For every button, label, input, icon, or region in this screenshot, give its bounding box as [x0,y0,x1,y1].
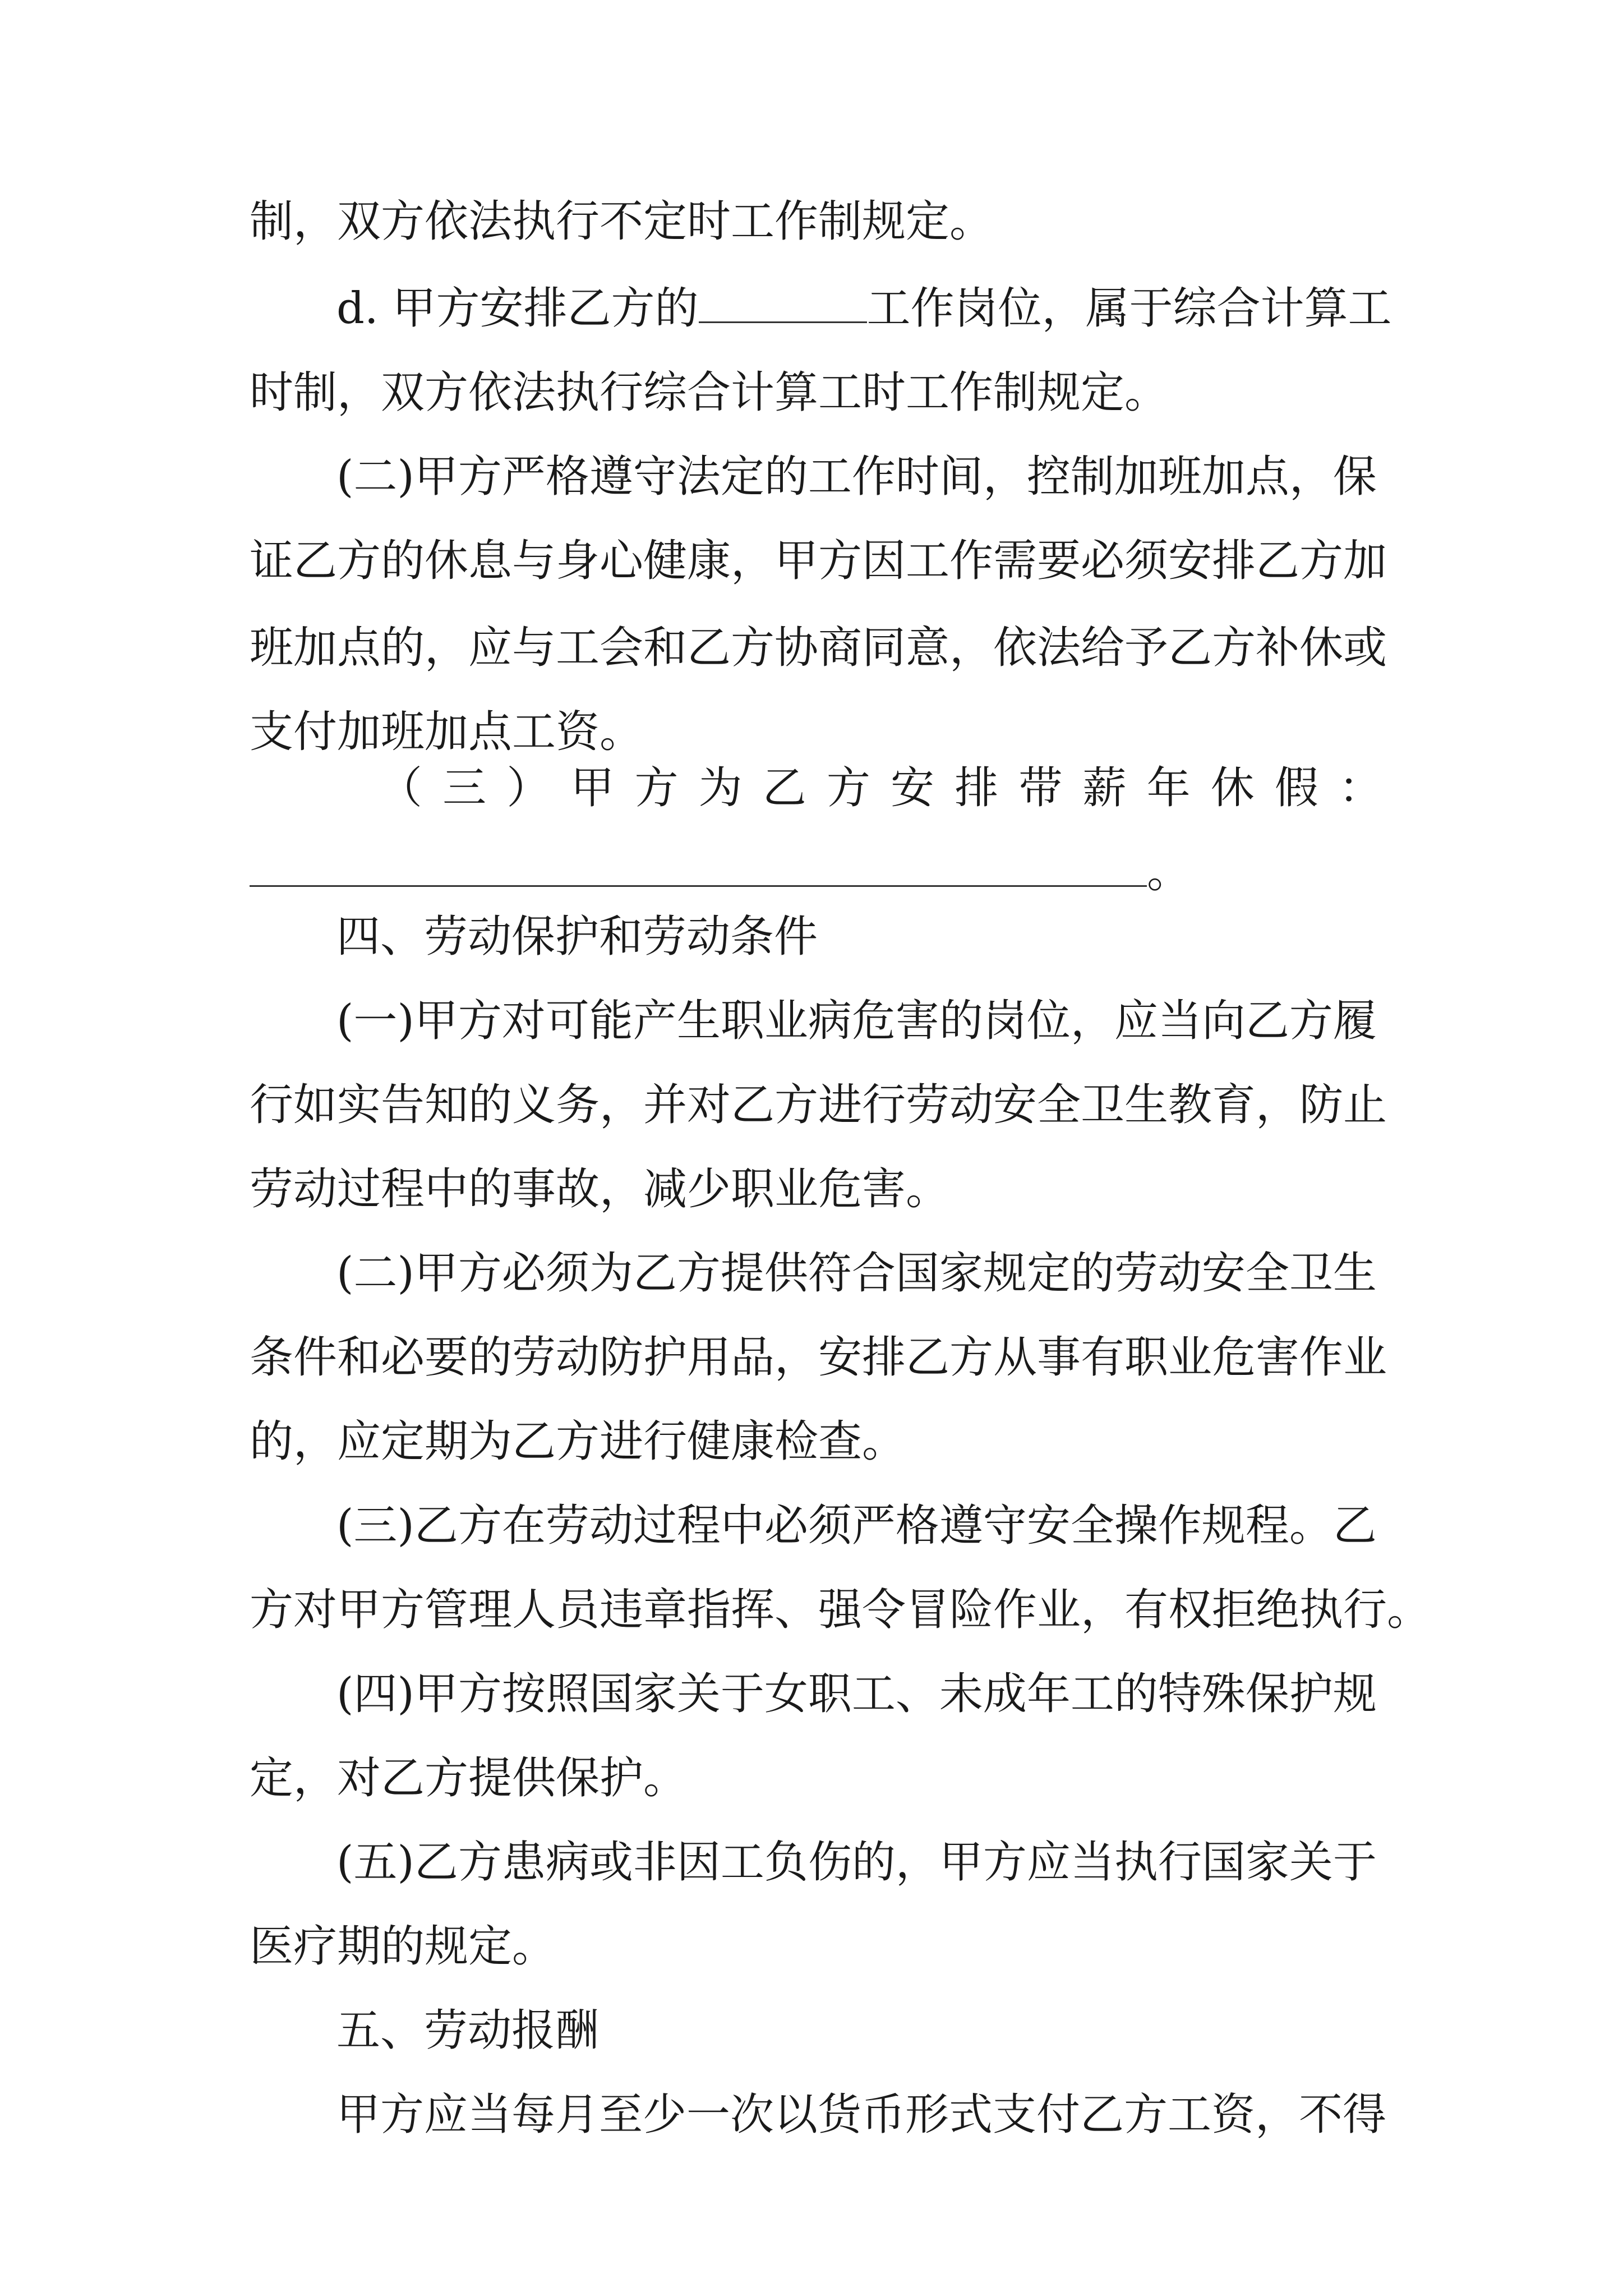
text-line: 甲方应当每月至少一次以货币形式支付乙方工资，不得 [336,2090,1387,2140]
text-line: 条件和必要的劳动防护用品，安排乙方从事有职业危害作业 [250,1332,1387,1383]
text-line: 时制，双方依法执行综合计算工时工作制规定。 [250,367,1169,418]
text-line: 制，双方依法执行不定时工作制规定。 [250,196,994,247]
text-line: 劳动过程中的事故，减少职业危害。 [250,1164,950,1214]
text-line: (二)甲方严格遵守法定的工作时间，控制加班加点，保 [336,452,1377,502]
text-line: (四)甲方按照国家关于女职工、未成年工的特殊保护规 [336,1669,1377,1719]
text-line [336,278,1392,337]
text-line: (五)乙方患病或非因工负伤的，甲方应当执行国家关于 [336,1837,1377,1888]
text-line: 班加点的，应与工会和乙方协商同意，依法给予乙方补休或 [250,623,1387,673]
text-line: 支付加班加点工资。 [250,707,644,757]
fill-in-blank [699,278,867,323]
text-line [250,841,1191,900]
text-line: （三）甲方为乙方安排带薪年休假： [379,763,1382,813]
text-line: 行如实告知的义务，并对乙方进行劳动安全卫生教育，防止 [250,1080,1387,1130]
section-heading: 五、劳动报酬 [336,2005,600,2056]
text-line: 证乙方的休息与身心健康，甲方因工作需要必须安排乙方加 [250,536,1387,586]
text-line: 的，应定期为乙方进行健康检查。 [250,1416,906,1467]
section-heading: 四、劳动保护和劳动条件 [336,912,818,962]
text-line: (三)乙方在劳动过程中必须严格遵守安全操作规程。乙 [336,1501,1377,1551]
text-line: (二)甲方必须为乙方提供符合国家规定的劳动安全卫生 [336,1248,1377,1299]
text-line: (一)甲方对可能产生职业病危害的岗位，应当向乙方履 [336,996,1377,1046]
text-line: 方对甲方管理人员违章指挥、强令冒险作业，有权拒绝执行。 [250,1585,1431,1635]
text-segment: d. 甲方安排乙方的 [336,283,699,334]
text-line: 医疗期的规定。 [250,1921,556,1972]
text-segment: 工作岗位，属于综合计算工 [866,283,1392,334]
text-segment: 。 [1147,847,1191,898]
fill-in-blank [250,841,1147,887]
text-line: 定，对乙方提供保护。 [250,1753,688,1803]
